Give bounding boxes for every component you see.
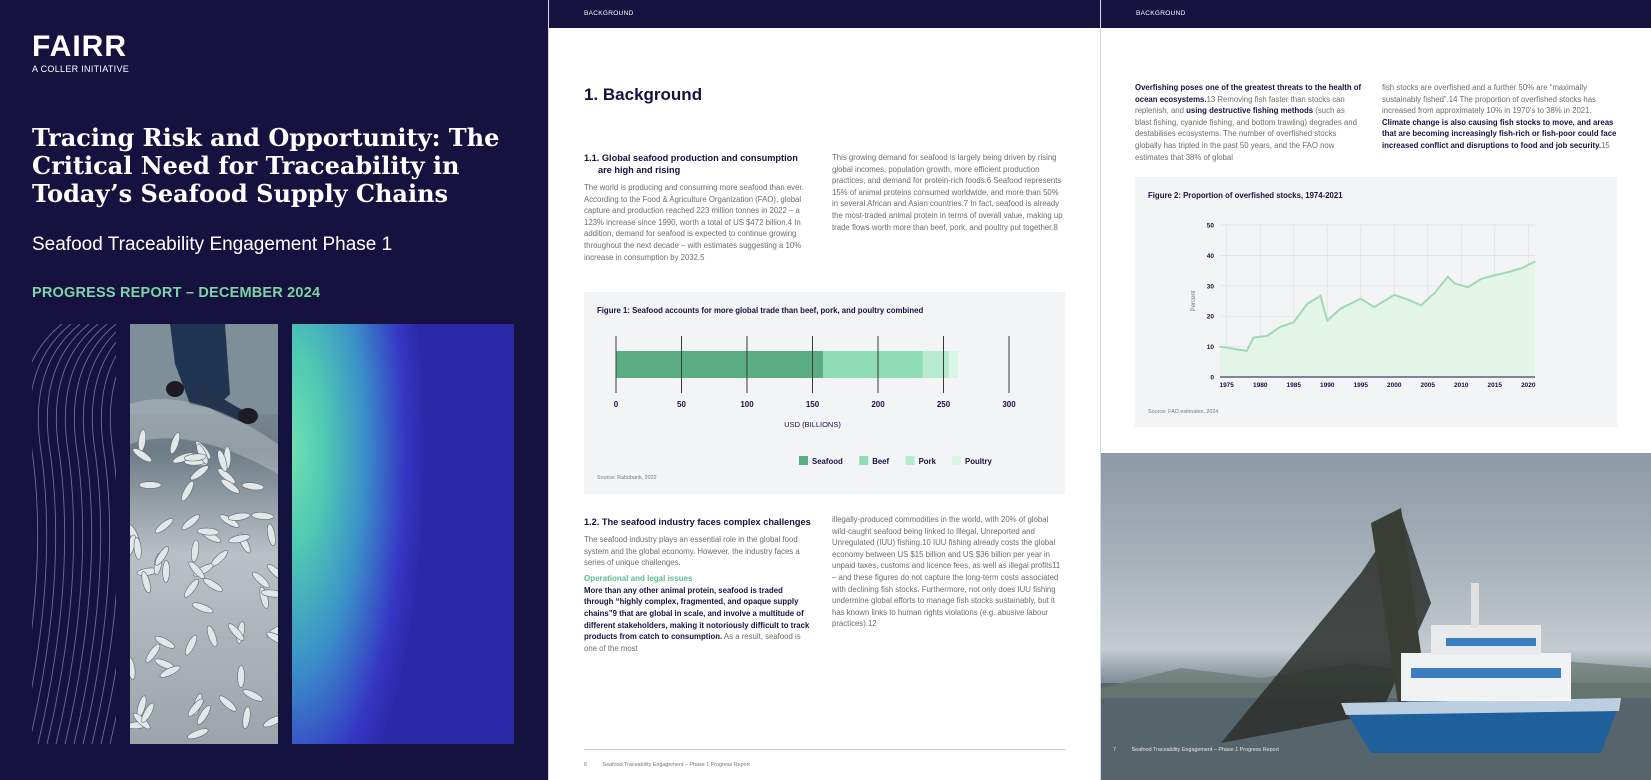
paragraph: The seafood industry plays an essential role in the global food system and the global economy. However, the industry faces a series of unique challenges. bbox=[584, 535, 800, 568]
fish-shape bbox=[205, 625, 219, 648]
data-point bbox=[1534, 261, 1535, 262]
section-label: BACKGROUND bbox=[1136, 10, 1186, 17]
paragraph bbox=[1382, 82, 1617, 152]
legend-label-seafood: Seafood bbox=[812, 457, 843, 466]
report-page-6 bbox=[549, 0, 1100, 780]
data-point bbox=[1447, 276, 1448, 277]
y-tick-label: 30 bbox=[1206, 283, 1214, 291]
page-footer bbox=[1113, 747, 1279, 753]
section-1-1-column-1 bbox=[584, 152, 814, 263]
data-point bbox=[1219, 346, 1220, 347]
y-tick-label: 40 bbox=[1206, 252, 1214, 260]
x-tick-label: 1985 bbox=[1286, 382, 1301, 389]
bold-text: Climate change is also causing fish stocks to move, and areas that are becoming increasingly fish-rich or fish-poor could face increased conflict and disruptions to food and job security. bbox=[1382, 117, 1617, 150]
data-point bbox=[1481, 278, 1482, 279]
page-number: 7 bbox=[1113, 747, 1116, 753]
paragraph: This growing demand for seafood is largely being driven by rising global incomes, population growth, more efficient production practices, and demand for protein-rich foods.6 Seafood represents 15% of animal proteins consumed worldwide, and more than 50% in several African and Asian countries.7 In fact, seafood is already the most-traded animal protein in terms of overall value, making up trade flows worth more than beef, pork, and poultry put together.8 bbox=[832, 153, 1063, 232]
fish-shape bbox=[197, 527, 219, 535]
fish-shape bbox=[186, 727, 209, 741]
fish-shape bbox=[202, 576, 224, 594]
legend-label-pork: Pork bbox=[918, 457, 936, 466]
data-point bbox=[1454, 283, 1455, 284]
page-header-bar bbox=[549, 0, 1100, 28]
fish-shape bbox=[242, 687, 265, 703]
fish-shape bbox=[266, 523, 277, 546]
legend-swatch-beef bbox=[859, 456, 868, 465]
fishing-boat-photo bbox=[1101, 453, 1651, 780]
fish-shape bbox=[179, 480, 196, 503]
logo-tagline: A COLLER INITIATIVE bbox=[32, 64, 130, 74]
data-point bbox=[1246, 350, 1247, 351]
footer-rule bbox=[584, 749, 1065, 750]
y-tick-label: 0 bbox=[1210, 374, 1214, 382]
data-point bbox=[1394, 294, 1395, 295]
bold-text: using destructive fishing methods bbox=[1186, 106, 1314, 116]
fish-shape bbox=[265, 562, 278, 582]
trawler-illustration bbox=[1101, 453, 1651, 780]
fish-shape bbox=[162, 560, 169, 582]
x-tick-label: 0 bbox=[613, 400, 619, 409]
text-run: fish stocks are overfished and a further 50% are “maximally sustainably fished”.14 The proportion of overfished stocks has increased from approximately 10% in 1970’s to 38% in 2021. bbox=[1382, 83, 1596, 116]
report-cover bbox=[0, 0, 548, 780]
fish-shape bbox=[189, 463, 211, 482]
bar-segment-beef bbox=[823, 351, 923, 378]
data-point bbox=[1494, 275, 1495, 276]
y-tick-label: 10 bbox=[1206, 344, 1214, 352]
cover-title: Tracing Risk and Opportunity: The Critical Need for Traceability in Today’s Seafood Supply Chains bbox=[32, 123, 500, 208]
fish-shape bbox=[139, 481, 161, 488]
paragraph bbox=[584, 585, 814, 655]
x-tick-label: 1990 bbox=[1319, 382, 1335, 389]
section-heading: 1. Background bbox=[584, 85, 703, 104]
fish-shape bbox=[242, 482, 265, 492]
subsection-heading: 1.1. Global seafood production and consumption are high and rising bbox=[584, 153, 798, 175]
report-page-7 bbox=[1101, 0, 1651, 780]
fish-shape bbox=[250, 570, 271, 590]
figure-1-chart bbox=[584, 292, 1065, 494]
x-tick-label: 2005 bbox=[1420, 382, 1436, 389]
paragraph: The world is producing and consuming more seafood than ever. According to the Food & Agriculture Organization (FAO), global capture and production reached 223 million tonnes in 2022 – a 123% increase since 1990, worth a total of US $472 billion.4 In addition, demand for seafood is expected to continue growing throughout the next decade – with estimates suggesting a 10% increase in consumption by 2032.5 bbox=[584, 183, 804, 262]
x-tick-label: 1995 bbox=[1353, 382, 1368, 389]
legend-swatch-poultry bbox=[952, 456, 961, 465]
legend-label-poultry: Poultry bbox=[965, 457, 992, 466]
data-point bbox=[1467, 287, 1468, 288]
data-point bbox=[1374, 306, 1375, 307]
x-tick-label: 1980 bbox=[1252, 382, 1268, 389]
data-point bbox=[1360, 298, 1361, 299]
wave-lines-graphic bbox=[32, 324, 116, 744]
legend-swatch-pork bbox=[906, 456, 915, 465]
footnote-ref: 15 bbox=[1601, 140, 1610, 150]
section-label: BACKGROUND bbox=[584, 10, 634, 17]
page-number: 6 bbox=[584, 762, 587, 768]
subheading-operational-legal: Operational and legal issues bbox=[584, 573, 693, 583]
cover-subtitle: Seafood Traceability Engagement Phase 1 bbox=[32, 234, 393, 255]
x-tick-label: 100 bbox=[740, 400, 754, 409]
fish-shape bbox=[228, 512, 251, 522]
data-point bbox=[1266, 335, 1267, 336]
fish-shape bbox=[191, 601, 214, 615]
fish-catch-photo bbox=[130, 324, 278, 744]
y-tick-label: 20 bbox=[1206, 313, 1214, 321]
figure-2-title: Figure 2: Proportion of overfished stocks, 1974-2021 bbox=[1148, 191, 1343, 200]
x-tick-label: 150 bbox=[805, 400, 820, 409]
x-tick-label: 2010 bbox=[1454, 382, 1469, 389]
y-axis-label: Percent bbox=[1191, 290, 1197, 312]
legend-swatch-seafood bbox=[799, 456, 808, 465]
paragraph: illegally-produced commodities in the world, with 20% of global wild-caught seafood being linked to Illegal, Unreported and Unregulated (IUU) fishing.10 IUU fishing already costs the global economy between US $15 billion and US $36 billion per year in unpaid taxes, customs and licence fees, as well as illegal profits11 – and these figures do not capture the long-term costs associated with declining fish stocks. Furthermore, not only does IUU fishing undermine global efforts to manage fish stocks sustainably, but it has known links to human rights violations (e.g. abusive labour practices).12 bbox=[832, 515, 1061, 629]
fish-shape bbox=[153, 516, 175, 535]
fish-shape bbox=[251, 512, 273, 521]
figure-1-box bbox=[584, 292, 1065, 494]
data-point bbox=[1320, 295, 1321, 296]
data-point bbox=[1327, 320, 1328, 321]
wave-line bbox=[83, 324, 116, 744]
data-point bbox=[1253, 337, 1254, 338]
bar-segment-poultry bbox=[949, 351, 958, 378]
data-point bbox=[1434, 292, 1435, 293]
fish-shape bbox=[130, 657, 136, 680]
data-point bbox=[1521, 268, 1522, 269]
logo-wordmark: FAIRR bbox=[32, 30, 127, 63]
x-tick-label: 250 bbox=[936, 400, 951, 409]
page-footer bbox=[584, 762, 750, 768]
section-1-2-column-1 bbox=[584, 516, 814, 654]
text-run: (such as blast fishing, cyanide fishing, and bottom trawling) degrades and destabilises ecosystems. The number of overfished stocks globally has tripled in the past 50 years, and the FAO now estimates that 38% of global bbox=[1135, 106, 1357, 162]
bar-segment-seafood bbox=[616, 351, 823, 378]
fish-shape bbox=[262, 713, 278, 729]
fish-shape bbox=[238, 666, 245, 688]
data-point bbox=[1293, 322, 1294, 323]
bold-text: Overfishing poses one of the greatest threats to the health of ocean ecosystems. bbox=[1135, 83, 1362, 104]
fish-shape bbox=[242, 706, 252, 729]
area-fill bbox=[1220, 262, 1535, 378]
cover-progress-label: PROGRESS REPORT – DECEMBER 2024 bbox=[32, 285, 321, 301]
right-column-2 bbox=[1382, 82, 1617, 152]
page-header-bar bbox=[1101, 0, 1651, 28]
bar-segment-pork bbox=[923, 351, 949, 378]
wave-line bbox=[65, 324, 116, 744]
fish-shape bbox=[180, 512, 201, 531]
section-1-2-column-2 bbox=[832, 514, 1064, 630]
gradient-art-panel bbox=[292, 324, 514, 744]
footer-title: Seafood Traceability Engagement – Phase 1 Progress Report bbox=[602, 762, 750, 768]
fish-net-illustration bbox=[130, 324, 278, 744]
figure-1-title: Figure 1: Seafood accounts for more global trade than beef, pork, and poultry combined bbox=[597, 306, 924, 315]
fairr-logo bbox=[32, 32, 129, 74]
data-point bbox=[1407, 299, 1408, 300]
x-tick-label: 2020 bbox=[1521, 382, 1536, 389]
x-tick-label: 2015 bbox=[1487, 382, 1503, 389]
data-point bbox=[1280, 326, 1281, 327]
data-point bbox=[1233, 348, 1234, 349]
data-point bbox=[1340, 308, 1341, 309]
footer-title: Seafood Traceability Engagement – Phase 1 Progress Report bbox=[1131, 747, 1279, 753]
wave-line bbox=[32, 324, 71, 744]
y-tick-label: 50 bbox=[1206, 222, 1214, 230]
figure-2-box bbox=[1135, 177, 1617, 427]
fish-shape bbox=[182, 577, 201, 599]
fish-shape bbox=[190, 540, 200, 563]
data-point bbox=[1307, 303, 1308, 304]
x-axis-label: USD (BILLIONS) bbox=[784, 420, 841, 429]
bold-text: More than any other animal protein, seafood is traded through “highly complex, fragmented, and opaque supply chains”9 that are global in scale, and involve a multitude of different stakeholders, making it notoriously difficult to track products from catch to consumption. bbox=[584, 585, 810, 642]
fish-shape bbox=[183, 634, 199, 657]
fish-shape bbox=[217, 694, 238, 714]
figure-1-source: Source: Rabobank, 2022 bbox=[597, 475, 657, 481]
wave-lines-panel bbox=[32, 324, 116, 744]
subsection-heading: 1.2. The seafood industry faces complex challenges bbox=[584, 517, 811, 527]
x-tick-label: 200 bbox=[871, 400, 885, 409]
x-tick-label: 2000 bbox=[1387, 382, 1402, 389]
x-tick-label: 50 bbox=[677, 400, 686, 409]
text-run: 13 Removing fish faster than stocks can replenish, and bbox=[1135, 94, 1345, 116]
right-column-1 bbox=[1135, 82, 1363, 163]
section-1-1-column-2 bbox=[832, 152, 1064, 233]
x-tick-label: 300 bbox=[1002, 400, 1016, 409]
x-tick-label: 1975 bbox=[1219, 382, 1234, 389]
paragraph-tail: As a result, seafood is one of the most bbox=[584, 632, 801, 653]
fish-shape bbox=[133, 537, 142, 560]
data-point bbox=[1508, 272, 1509, 273]
figure-2-chart bbox=[1135, 177, 1617, 427]
paragraph bbox=[1135, 82, 1363, 163]
legend-label-beef: Beef bbox=[872, 457, 890, 466]
wave-line bbox=[110, 324, 116, 744]
data-point bbox=[1420, 305, 1421, 306]
figure-2-source: Source: FAO estimates, 2024 bbox=[1148, 409, 1219, 415]
wave-line bbox=[32, 324, 89, 744]
